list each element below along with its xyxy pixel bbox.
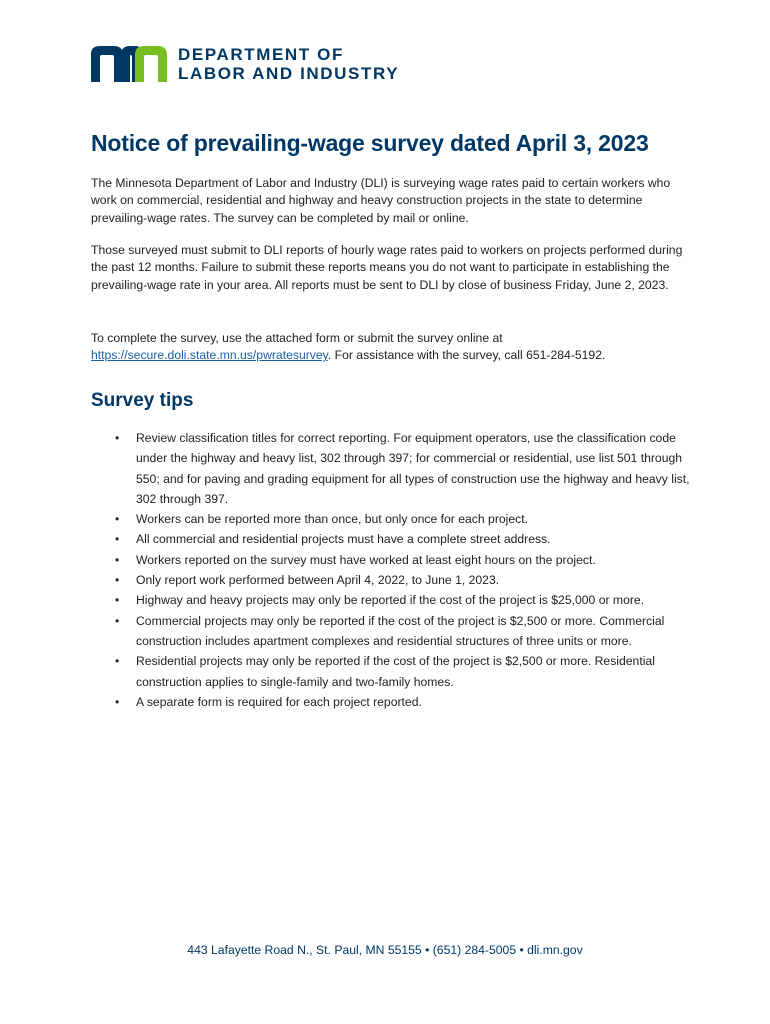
bullet-icon: •: [115, 431, 120, 445]
tip-item: [91, 590, 691, 610]
tip-item: [91, 529, 691, 549]
bullet-icon: •: [115, 512, 120, 527]
intro-paragraph: The Minnesota Department of Labor and Industry (DLI) is surveying wage rates paid to certain workers who work on commercial, residential and highway and heavy construction projects in the state to determine prevailing-wage rates. The survey can be completed by mail or online.: [91, 176, 671, 225]
tip-item: [91, 509, 691, 529]
tip-text: All commercial and residential projects must have a complete street address.: [136, 532, 551, 547]
tip-item: [91, 428, 691, 509]
tip-text: Highway and heavy projects may only be reported if the cost of the project is $25,000 or more.: [136, 593, 645, 608]
tip-item: [91, 570, 691, 590]
bullet-icon: •: [115, 613, 120, 628]
requirements-paragraph: Those surveyed must submit to DLI reports of hourly wage rates paid to workers on projects performed during the past 12 months. Failure to submit these reports means you do not want to participate in establishing the prevailing-wage rate in your area. All reports must be sent to DLI by close of business Friday, June 2, 2023.: [91, 243, 683, 292]
tip-item: [91, 550, 691, 570]
logo-wordmark: [178, 45, 399, 83]
survey-tips-list: [91, 428, 691, 712]
survey-link[interactable]: https://secure.doli.state.mn.us/pwratesurvey: [91, 348, 328, 363]
footer-contact: 443 Lafayette Road N., St. Paul, MN 55155 • (651) 284-5005 • dli.mn.gov: [187, 943, 583, 957]
bullet-icon: •: [115, 694, 120, 709]
instructions-text-start: To complete the survey, use the attached form or submit the survey online at: [91, 331, 503, 345]
instructions-paragraph: [91, 330, 691, 365]
tip-text: A separate form is required for each project reported.: [136, 694, 422, 709]
tip-text: Commercial projects may only be reported if the cost of the project is $2,500 or more. Commercial construction includes apartment complexes and residential structures of three units or more.: [136, 613, 665, 648]
logo-line-2: LABOR AND INDUSTRY: [178, 64, 400, 83]
bullet-icon: •: [115, 573, 120, 588]
tip-text: Only report work performed between April 4, 2022, to June 1, 2023.: [136, 573, 500, 588]
bullet-icon: •: [115, 654, 120, 669]
mn-logo-icon: [91, 46, 167, 82]
page-title: Notice of prevailing-wage survey dated April 3, 2023: [91, 130, 649, 156]
tip-text: Workers can be reported more than once, but only once for each project.: [136, 512, 529, 527]
dli-logo: [91, 45, 399, 83]
tip-item: [91, 692, 691, 712]
tip-item: [91, 611, 691, 652]
tip-text: Residential projects may only be reported if the cost of the project is $2,500 or more. Residential construction applies to single-family and two-family homes.: [136, 654, 655, 689]
bullet-icon: •: [115, 532, 120, 547]
tip-text: Workers reported on the survey must have worked at least eight hours on the project.: [136, 552, 596, 567]
survey-tips-heading: Survey tips: [91, 390, 194, 411]
logo-line-1: DEPARTMENT OF: [178, 45, 344, 64]
instructions-text-end: . For assistance with the survey, call 651-284-5192.: [327, 348, 606, 363]
tip-text: Review classification titles for correct reporting. For equipment operators, use the classification code under the highway and heavy list, 302 through 397; for commercial or residential, use list 501 through 550; and for paving and grading equipment for all types of construction use the highway and heavy list, 302 through 397.: [136, 431, 690, 506]
bullet-icon: •: [115, 593, 120, 608]
bullet-icon: •: [115, 552, 120, 567]
tip-item: [91, 651, 691, 692]
